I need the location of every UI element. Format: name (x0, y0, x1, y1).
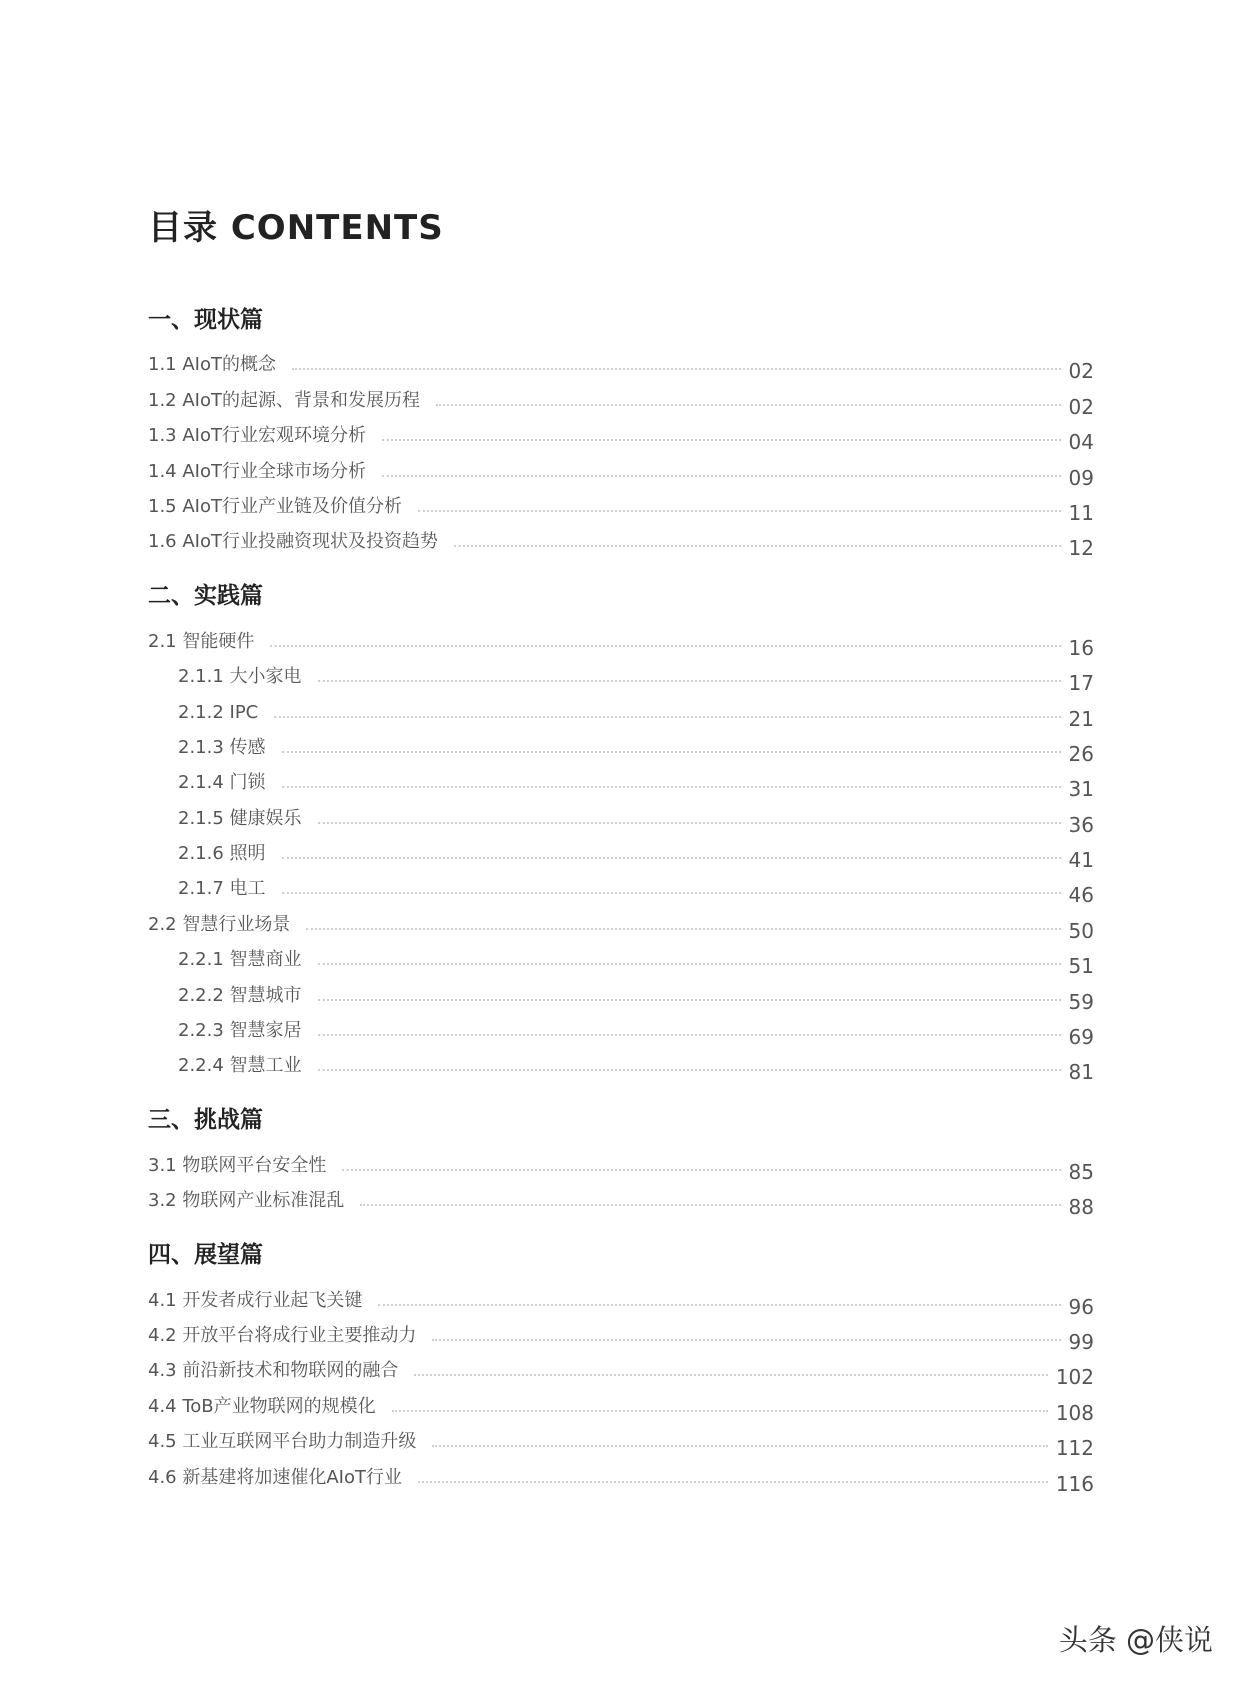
dot-leader (432, 1339, 1060, 1341)
dot-leader (436, 404, 1061, 406)
toc-entry-label: 2.1.3 传感 (178, 736, 266, 758)
toc-entry-page-number: 11 (1068, 500, 1094, 525)
toc-entry[interactable] (148, 725, 1094, 766)
dot-leader (270, 645, 1060, 647)
toc-entry-label: 1.6 AIoT行业投融资现状及投资趋势 (148, 531, 438, 553)
dot-leader (318, 963, 1061, 965)
toc-section (148, 1102, 1094, 1220)
dot-leader (418, 1481, 1048, 1483)
toc-entry-label: 2.2.1 智慧商业 (178, 949, 302, 971)
toc-entry-page-number: 46 (1068, 883, 1094, 908)
section-title: 四、展望篇 (148, 1242, 263, 1269)
toc-entry[interactable] (148, 342, 1094, 384)
toc-entry[interactable] (148, 901, 1094, 943)
toc-entry[interactable] (148, 937, 1094, 979)
toc-entry-page-number: 31 (1068, 777, 1094, 802)
toc-entry-label: 2.2.3 智慧家居 (178, 1020, 302, 1042)
dot-leader (382, 439, 1061, 441)
toc-entry-page-number: 112 (1055, 1436, 1094, 1461)
section-title: 二、实践篇 (148, 583, 263, 610)
dot-leader (342, 1169, 1060, 1171)
toc-entry[interactable] (148, 1348, 1094, 1390)
toc-entry[interactable] (148, 866, 1094, 908)
toc-entry[interactable] (148, 689, 1094, 731)
dot-leader (318, 680, 1061, 682)
toc-entry-label: 3.1 物联网平台安全性 (148, 1154, 327, 1176)
toc-entry-page-number: 02 (1068, 359, 1094, 384)
dot-leader (318, 999, 1061, 1001)
dot-leader (282, 751, 1061, 753)
toc-entry-page-number: 102 (1055, 1365, 1094, 1390)
toc-entry-page-number: 81 (1068, 1060, 1094, 1085)
dot-leader (418, 510, 1061, 512)
toc-entry[interactable] (148, 1008, 1094, 1050)
toc-entry[interactable] (148, 1142, 1094, 1184)
section-title: 一、现状篇 (148, 307, 263, 333)
toc-entry-page-number: 88 (1068, 1195, 1094, 1220)
toc-entry[interactable] (148, 795, 1094, 837)
toc-entry[interactable] (148, 618, 1094, 660)
toc-entry-label: 4.5 工业互联网平台助力制造升级 (148, 1431, 417, 1453)
toc-entry-label: 2.2 智慧行业场景 (148, 913, 291, 935)
toc-entry-label: 1.2 AIoT的起源、背景和发展历程 (148, 389, 420, 411)
toc-entry[interactable] (148, 760, 1094, 802)
dot-leader (318, 822, 1061, 824)
toc-entry-page-number: 02 (1068, 394, 1094, 419)
toc-entry-label: 2.1.7 电工 (178, 878, 266, 900)
toc-entry-label: 4.6 新基建将加速催化AIoT行业 (148, 1466, 402, 1488)
toc-entry[interactable] (148, 1277, 1094, 1319)
toc-entry-page-number: 36 (1068, 812, 1094, 837)
toc-entry[interactable] (148, 484, 1094, 525)
toc-entry-label: 3.2 物联网产业标准混乱 (148, 1190, 345, 1212)
toc-entry-label: 2.2.4 智慧工业 (178, 1055, 302, 1077)
page-title: 目录 CONTENTS (148, 208, 444, 248)
toc-entry-page-number: 41 (1068, 848, 1094, 873)
toc-entry-page-number: 16 (1068, 635, 1094, 660)
dot-leader (432, 1445, 1047, 1447)
toc-entry-label: 2.1.1 大小家电 (178, 666, 302, 688)
toc-entry[interactable] (148, 972, 1094, 1014)
toc-entry[interactable] (148, 1178, 1094, 1220)
dot-leader (454, 545, 1061, 547)
toc-entry[interactable] (148, 377, 1094, 419)
toc-entry-page-number: 50 (1068, 918, 1094, 943)
toc-entry[interactable] (148, 1419, 1094, 1461)
dot-leader (282, 892, 1061, 894)
toc-entry-label: 4.1 开发者成行业起飞关键 (148, 1289, 363, 1311)
toc-entry[interactable] (148, 413, 1094, 455)
toc-entry-page-number: 99 (1068, 1329, 1094, 1354)
dot-leader (306, 928, 1060, 930)
toc-entry[interactable] (148, 1383, 1094, 1425)
toc-entry-label: 2.2.2 智慧城市 (178, 984, 302, 1006)
toc-entry-page-number: 51 (1068, 954, 1094, 979)
toc-entry-label: 1.1 AIoT的概念 (148, 354, 276, 376)
toc-section (148, 302, 1094, 561)
toc-entry-label: 4.2 开放平台将成行业主要推动力 (148, 1324, 417, 1346)
toc-entry-page-number: 85 (1068, 1159, 1094, 1184)
toc-entry[interactable] (148, 1313, 1094, 1354)
dot-leader (318, 1069, 1061, 1071)
toc-entry[interactable] (148, 519, 1094, 561)
dot-leader (360, 1204, 1060, 1206)
toc-entry-label: 2.1.4 门锁 (178, 772, 266, 794)
toc-entry-page-number: 26 (1068, 741, 1094, 766)
toc-entry-page-number: 59 (1068, 989, 1094, 1014)
dot-leader (378, 1304, 1060, 1306)
toc-entry-page-number: 96 (1068, 1294, 1094, 1319)
toc-entry-page-number: 09 (1068, 465, 1094, 490)
toc-entry-label: 2.1.2 IPC (178, 701, 259, 723)
toc-entry-page-number: 21 (1068, 706, 1094, 731)
dot-leader (282, 857, 1061, 859)
toc-entry-label: 2.1.6 照明 (178, 843, 266, 865)
toc-entry-label: 1.5 AIoT行业产业链及价值分析 (148, 495, 402, 517)
toc-entry-page-number: 12 (1068, 536, 1094, 561)
toc-entry-label: 2.1 智能硬件 (148, 630, 255, 652)
dot-leader (282, 786, 1061, 788)
toc-entry-page-number: 69 (1068, 1025, 1094, 1050)
toc-entry-label: 1.3 AIoT行业宏观环境分析 (148, 425, 366, 447)
toc-entry-label: 1.4 AIoT行业全球市场分析 (148, 460, 366, 482)
dot-leader (274, 716, 1060, 718)
dot-leader (292, 368, 1061, 370)
toc-entry-page-number: 04 (1068, 430, 1094, 455)
toc-entry-page-number: 108 (1055, 1400, 1094, 1425)
toc-entry-page-number: 17 (1068, 671, 1094, 696)
dot-leader (392, 1410, 1048, 1412)
toc-entry-label: 4.3 前沿新技术和物联网的融合 (148, 1360, 399, 1382)
toc-entry[interactable] (148, 1043, 1094, 1085)
toc-section (148, 578, 1094, 1085)
toc-entry-label: 4.4 ToB产业物联网的规模化 (148, 1395, 376, 1417)
section-title: 三、挑战篇 (148, 1107, 263, 1134)
toc-section (148, 1237, 1094, 1496)
toc-entry[interactable] (148, 1454, 1094, 1496)
dot-leader (382, 475, 1061, 477)
watermark: 头条 @侠说 (1058, 1623, 1213, 1657)
toc-entry-page-number: 116 (1055, 1471, 1094, 1496)
dot-leader (318, 1034, 1061, 1036)
toc-entry[interactable] (148, 654, 1094, 696)
toc-entry[interactable] (148, 448, 1094, 490)
toc-entry[interactable] (148, 831, 1094, 873)
table-of-contents (148, 302, 1094, 1514)
dot-leader (414, 1374, 1047, 1376)
toc-entry-label: 2.1.5 健康娱乐 (178, 807, 302, 829)
